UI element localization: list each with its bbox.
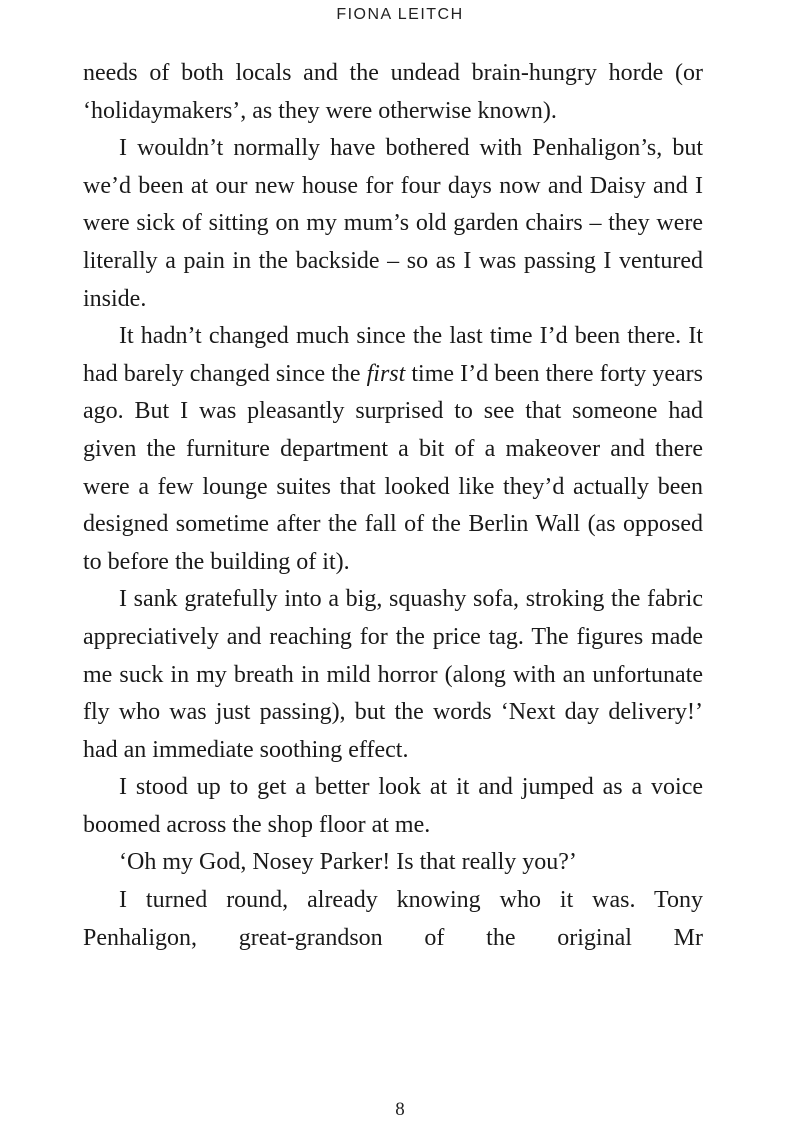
running-head: FIONA LEITCH [336,6,464,23]
paragraph [83,769,703,844]
emphasis-text: first [366,360,406,387]
paragraph [83,581,703,769]
text-segment: needs of both locals and the undead brain-hungry horde (or ‘holidaymakers’, as they were otherwise known). [83,60,703,124]
text-segment: ‘Oh my God, Nosey Parker! Is that really you?’ [119,849,577,876]
paragraph [83,318,703,581]
page-number: 8 [395,1099,405,1120]
paragraph [83,130,703,318]
body-text [83,55,703,957]
text-segment: I wouldn’t normally have bothered with Penhaligon’s, but we’d been at our new house for four days now and Daisy and I were sick of sitting on my mum’s old garden chairs – they were literally a pain in the backside – so as I was passing I ventured inside. [83,135,703,312]
paragraph [83,55,703,130]
text-segment: I sank gratefully into a big, squashy sofa, stroking the fabric appreciatively and reaching for the price tag. The figures made me suck in my breath in mild horror (along with an unfortunate fly who was just passing), but the words ‘Next day delivery!’ had an immediate soothing effect. [83,586,703,763]
paragraph [83,844,703,882]
text-segment: I stood up to get a better look at it and jumped as a voice boomed across the shop floor at me. [83,774,703,838]
paragraph [83,882,703,957]
text-segment: It hadn’t changed much since the last time I’d been there. It had barely changed since the [83,323,703,387]
text-segment: I turned round, already knowing who it was. Tony Penhaligon, great-grandson of the original Mr [83,887,703,951]
text-segment: time I’d been there forty years ago. But I was pleasantly surprised to see that someone had given the furniture department a bit of a makeover and there were a few lounge suites that looked like they’d actually been designed sometime after the fall of the Berlin Wall (as opposed to before the building of it). [83,360,703,575]
